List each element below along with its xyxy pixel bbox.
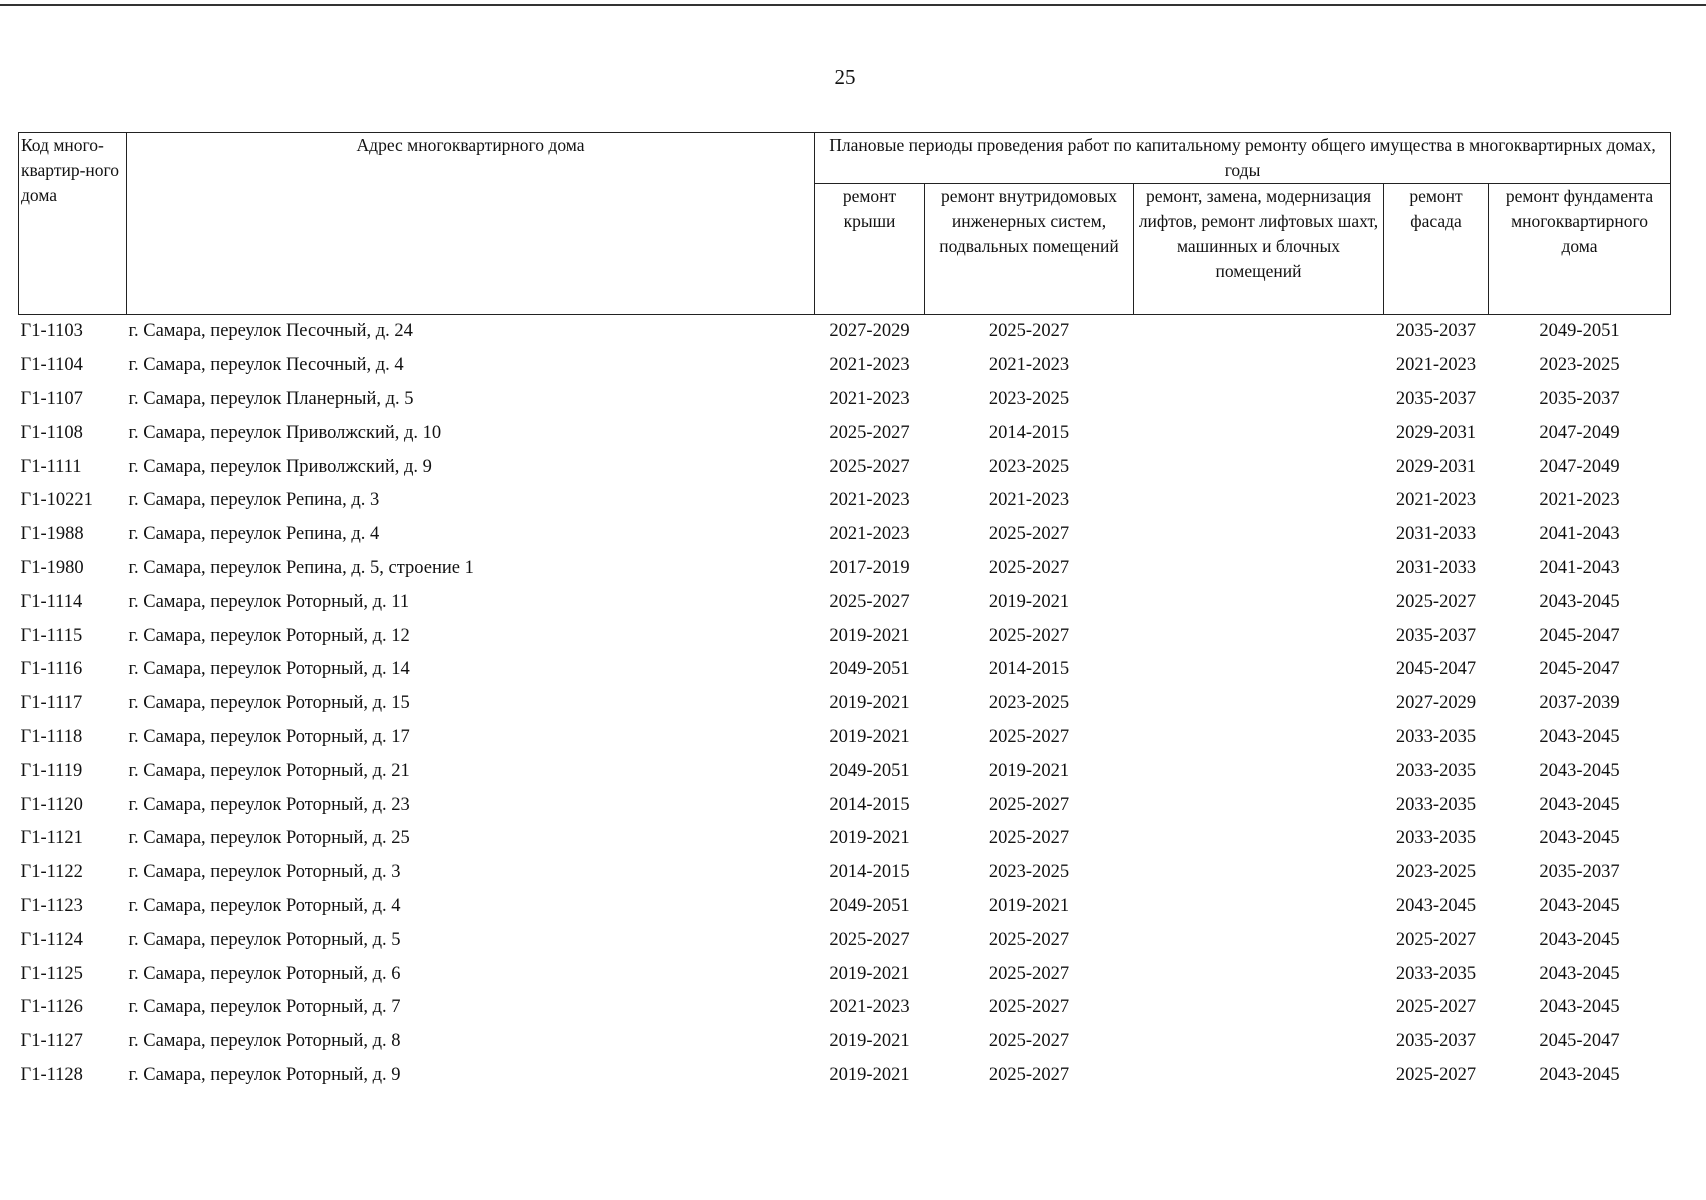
- table-row: [19, 484, 1671, 518]
- cell-address: г. Самара, переулок Репина, д. 5, строение 1: [128, 557, 474, 578]
- table-row: [19, 1059, 1671, 1093]
- cell-roof: 2021-2023: [829, 997, 910, 1018]
- cell-lifts: [1134, 585, 1384, 619]
- table-row: [19, 754, 1671, 788]
- header-foundation: ремонт фундамента многоквартирного дома: [1489, 184, 1671, 315]
- table-body: [19, 315, 1671, 1093]
- cell-foundation: 2047-2049: [1539, 422, 1620, 443]
- cell-address: г. Самара, переулок Роторный, д. 23: [128, 794, 410, 815]
- cell-facade: 2035-2037: [1395, 1031, 1477, 1052]
- cell-address: г. Самара, переулок Роторный, д. 21: [128, 760, 410, 781]
- cell-lifts: [1134, 957, 1384, 991]
- cell-lifts: [1134, 890, 1384, 924]
- table-row: [19, 585, 1671, 619]
- cell-lifts: [1134, 450, 1384, 484]
- cell-facade: 2031-2033: [1395, 557, 1477, 578]
- cell-address: г. Самара, переулок Роторный, д. 5: [128, 929, 401, 950]
- cell-address: г. Самара, переулок Роторный, д. 14: [128, 659, 410, 680]
- cell-lifts: [1134, 484, 1384, 518]
- cell-foundation: 2023-2025: [1539, 355, 1620, 376]
- cell-systems: 2025-2027: [988, 1064, 1070, 1085]
- cell-roof: 2019-2021: [829, 963, 910, 984]
- cell-foundation: 2043-2045: [1539, 828, 1620, 849]
- cell-address: г. Самара, переулок Роторный, д. 8: [128, 1031, 401, 1052]
- cell-foundation: 2043-2045: [1539, 895, 1620, 916]
- cell-address: г. Самара, переулок Роторный, д. 25: [128, 828, 410, 849]
- cell-facade: 2025-2027: [1395, 591, 1477, 612]
- cell-roof: 2017-2019: [829, 557, 910, 578]
- cell-systems: 2021-2023: [988, 490, 1070, 511]
- cell-foundation: 2043-2045: [1539, 929, 1620, 950]
- cell-code: Г1-1107: [20, 388, 83, 409]
- cell-lifts: [1134, 1025, 1384, 1059]
- cell-address: г. Самара, переулок Роторный, д. 15: [128, 693, 410, 714]
- cell-facade: 2031-2033: [1395, 524, 1477, 545]
- header-systems: ремонт внутридомовых инженерных систем, подвальных помещений: [925, 184, 1134, 315]
- cell-lifts: [1134, 349, 1384, 383]
- cell-code: Г1-1120: [20, 794, 83, 815]
- cell-systems: 2019-2021: [988, 760, 1070, 781]
- cell-address: г. Самара, переулок Роторный, д. 6: [128, 963, 401, 984]
- cell-foundation: 2045-2047: [1539, 659, 1620, 680]
- table-row: [19, 619, 1671, 653]
- cell-systems: 2025-2027: [988, 524, 1070, 545]
- cell-lifts: [1134, 991, 1384, 1025]
- cell-address: г. Самара, переулок Песочный, д. 24: [128, 321, 413, 342]
- cell-foundation: 2043-2045: [1539, 794, 1620, 815]
- table-row: [19, 721, 1671, 755]
- cell-facade: 2033-2035: [1395, 828, 1477, 849]
- cell-systems: 2023-2025: [988, 456, 1070, 477]
- cell-systems: 2025-2027: [988, 321, 1070, 342]
- cell-foundation: 2041-2043: [1539, 557, 1620, 578]
- top-border-line: [0, 4, 1706, 6]
- table-row: [19, 822, 1671, 856]
- cell-lifts: [1134, 822, 1384, 856]
- cell-address: г. Самара, переулок Песочный, д. 4: [128, 355, 404, 376]
- cell-foundation: 2043-2045: [1539, 760, 1620, 781]
- cell-foundation: 2043-2045: [1539, 1064, 1620, 1085]
- cell-roof: 2021-2023: [829, 355, 910, 376]
- cell-lifts: [1134, 788, 1384, 822]
- cell-lifts: [1134, 856, 1384, 890]
- cell-foundation: 2043-2045: [1539, 726, 1620, 747]
- cell-facade: 2043-2045: [1395, 895, 1477, 916]
- cell-roof: 2021-2023: [829, 524, 910, 545]
- cell-roof: 2049-2051: [829, 895, 910, 916]
- cell-address: г. Самара, переулок Репина, д. 4: [128, 524, 380, 545]
- cell-facade: 2029-2031: [1395, 456, 1477, 477]
- cell-facade: 2029-2031: [1395, 422, 1477, 443]
- cell-roof: 2019-2021: [829, 828, 910, 849]
- cell-systems: 2023-2025: [988, 862, 1070, 883]
- cell-facade: 2035-2037: [1395, 388, 1477, 409]
- cell-address: г. Самара, переулок Роторный, д. 11: [128, 591, 410, 612]
- cell-facade: 2027-2029: [1395, 693, 1477, 714]
- cell-code: Г1-1126: [20, 997, 83, 1018]
- cell-code: Г1-1117: [20, 693, 83, 714]
- cell-roof: 2014-2015: [829, 794, 910, 815]
- cell-systems: 2014-2015: [988, 659, 1070, 680]
- cell-lifts: [1134, 1059, 1384, 1093]
- cell-facade: 2045-2047: [1395, 659, 1477, 680]
- cell-address: г. Самара, переулок Роторный, д. 7: [128, 997, 401, 1018]
- cell-lifts: [1134, 518, 1384, 552]
- cell-foundation: 2021-2023: [1539, 490, 1620, 511]
- cell-foundation: 2043-2045: [1539, 591, 1620, 612]
- cell-roof: 2019-2021: [829, 625, 910, 646]
- cell-roof: 2025-2027: [829, 456, 910, 477]
- cell-address: г. Самара, переулок Приволжский, д. 10: [128, 422, 442, 443]
- cell-roof: 2049-2051: [829, 760, 910, 781]
- cell-code: Г1-1988: [20, 524, 84, 545]
- cell-code: Г1-10221: [20, 490, 93, 511]
- cell-systems: 2021-2023: [988, 355, 1070, 376]
- cell-facade: 2025-2027: [1395, 929, 1477, 950]
- cell-foundation: 2047-2049: [1539, 456, 1620, 477]
- table-row: [19, 1025, 1671, 1059]
- cell-facade: 2033-2035: [1395, 963, 1477, 984]
- cell-lifts: [1134, 687, 1384, 721]
- cell-lifts: [1134, 721, 1384, 755]
- header-address: Адрес многоквартирного дома: [127, 133, 815, 315]
- cell-lifts: [1134, 416, 1384, 450]
- cell-foundation: 2045-2047: [1539, 1031, 1620, 1052]
- table-row: [19, 856, 1671, 890]
- capital-repair-schedule-table: [18, 132, 1671, 1092]
- cell-facade: 2035-2037: [1395, 321, 1477, 342]
- cell-roof: 2014-2015: [829, 862, 910, 883]
- cell-systems: 2023-2025: [988, 388, 1070, 409]
- cell-address: г. Самара, переулок Приволжский, д. 9: [128, 456, 432, 477]
- cell-roof: 2027-2029: [829, 321, 910, 342]
- cell-address: г. Самара, переулок Роторный, д. 17: [128, 726, 410, 747]
- cell-code: Г1-1128: [20, 1064, 83, 1085]
- cell-code: Г1-1980: [20, 557, 84, 578]
- cell-address: г. Самара, переулок Репина, д. 3: [128, 490, 380, 511]
- table-row: [19, 788, 1671, 822]
- cell-facade: 2033-2035: [1395, 760, 1477, 781]
- cell-roof: 2025-2027: [829, 422, 910, 443]
- cell-code: Г1-1108: [20, 422, 83, 443]
- cell-facade: 2025-2027: [1395, 1064, 1477, 1085]
- cell-foundation: 2049-2051: [1539, 321, 1620, 342]
- cell-facade: 2021-2023: [1395, 355, 1477, 376]
- cell-code: Г1-1123: [20, 895, 83, 916]
- table-row: [19, 450, 1671, 484]
- cell-systems: 2014-2015: [988, 422, 1070, 443]
- cell-lifts: [1134, 552, 1384, 586]
- cell-systems: 2025-2027: [988, 1031, 1070, 1052]
- cell-systems: 2025-2027: [988, 557, 1070, 578]
- cell-systems: 2019-2021: [988, 591, 1070, 612]
- cell-systems: 2023-2025: [988, 693, 1070, 714]
- cell-roof: 2021-2023: [829, 490, 910, 511]
- cell-systems: 2025-2027: [988, 794, 1070, 815]
- cell-roof: 2021-2023: [829, 388, 910, 409]
- cell-systems: 2019-2021: [988, 895, 1070, 916]
- cell-code: Г1-1115: [20, 625, 83, 646]
- cell-foundation: 2037-2039: [1539, 693, 1620, 714]
- cell-systems: 2025-2027: [988, 726, 1070, 747]
- cell-code: Г1-1121: [20, 828, 83, 849]
- table-row: [19, 890, 1671, 924]
- cell-code: Г1-1118: [20, 726, 83, 747]
- cell-facade: 2033-2035: [1395, 726, 1477, 747]
- cell-systems: 2025-2027: [988, 625, 1070, 646]
- cell-facade: 2023-2025: [1395, 862, 1477, 883]
- cell-lifts: [1134, 653, 1384, 687]
- cell-foundation: 2041-2043: [1539, 524, 1620, 545]
- cell-code: Г1-1111: [20, 456, 82, 477]
- cell-systems: 2025-2027: [988, 963, 1070, 984]
- header-facade: ремонт фасада: [1384, 184, 1489, 315]
- table-row: [19, 315, 1671, 349]
- page-number: 25: [834, 65, 856, 89]
- table-row: [19, 416, 1671, 450]
- cell-foundation: 2045-2047: [1539, 625, 1620, 646]
- table-row: [19, 349, 1671, 383]
- cell-foundation: 2035-2037: [1539, 388, 1620, 409]
- cell-code: Г1-1127: [20, 1031, 83, 1052]
- table-row: [19, 653, 1671, 687]
- header-periods: Плановые периоды проведения работ по капитальному ремонту общего имущества в многоквартирных домах, годы: [815, 133, 1671, 184]
- cell-roof: 2019-2021: [829, 726, 910, 747]
- cell-code: Г1-1124: [20, 929, 83, 950]
- cell-roof: 2019-2021: [829, 1064, 910, 1085]
- cell-address: г. Самара, переулок Роторный, д. 3: [128, 862, 401, 883]
- cell-roof: 2025-2027: [829, 591, 910, 612]
- cell-address: г. Самара, переулок Роторный, д. 12: [128, 625, 410, 646]
- cell-code: Г1-1114: [20, 591, 83, 612]
- cell-code: Г1-1125: [20, 963, 83, 984]
- cell-lifts: [1134, 754, 1384, 788]
- table-row: [19, 518, 1671, 552]
- header-lifts: ремонт, замена, модернизация лифтов, ремонт лифтовых шахт, машинных и блочных помещений: [1134, 184, 1384, 315]
- cell-address: г. Самара, переулок Планерный, д. 5: [128, 388, 414, 409]
- cell-foundation: 2043-2045: [1539, 997, 1620, 1018]
- cell-lifts: [1134, 315, 1384, 349]
- cell-roof: 2019-2021: [829, 1031, 910, 1052]
- cell-address: г. Самара, переулок Роторный, д. 9: [128, 1064, 401, 1085]
- header-roof: ремонт крыши: [815, 184, 925, 315]
- cell-code: Г1-1104: [20, 355, 83, 376]
- cell-code: Г1-1119: [20, 760, 83, 781]
- cell-facade: 2021-2023: [1395, 490, 1477, 511]
- header-code: Код много-квартир-ного дома: [19, 133, 127, 315]
- table-row: [19, 687, 1671, 721]
- cell-roof: 2025-2027: [829, 929, 910, 950]
- cell-lifts: [1134, 923, 1384, 957]
- cell-facade: 2035-2037: [1395, 625, 1477, 646]
- table-row: [19, 957, 1671, 991]
- cell-lifts: [1134, 383, 1384, 417]
- cell-foundation: 2035-2037: [1539, 862, 1620, 883]
- cell-code: Г1-1116: [20, 659, 83, 680]
- cell-facade: 2025-2027: [1395, 997, 1477, 1018]
- cell-lifts: [1134, 619, 1384, 653]
- cell-systems: 2025-2027: [988, 997, 1070, 1018]
- cell-systems: 2025-2027: [988, 828, 1070, 849]
- cell-code: Г1-1103: [20, 321, 83, 342]
- table-row: [19, 991, 1671, 1025]
- cell-systems: 2025-2027: [988, 929, 1070, 950]
- cell-foundation: 2043-2045: [1539, 963, 1620, 984]
- table-row: [19, 383, 1671, 417]
- table-row: [19, 552, 1671, 586]
- cell-roof: 2049-2051: [829, 659, 910, 680]
- cell-address: г. Самара, переулок Роторный, д. 4: [128, 895, 401, 916]
- cell-roof: 2019-2021: [829, 693, 910, 714]
- table-row: [19, 923, 1671, 957]
- cell-facade: 2033-2035: [1395, 794, 1477, 815]
- cell-code: Г1-1122: [20, 862, 83, 883]
